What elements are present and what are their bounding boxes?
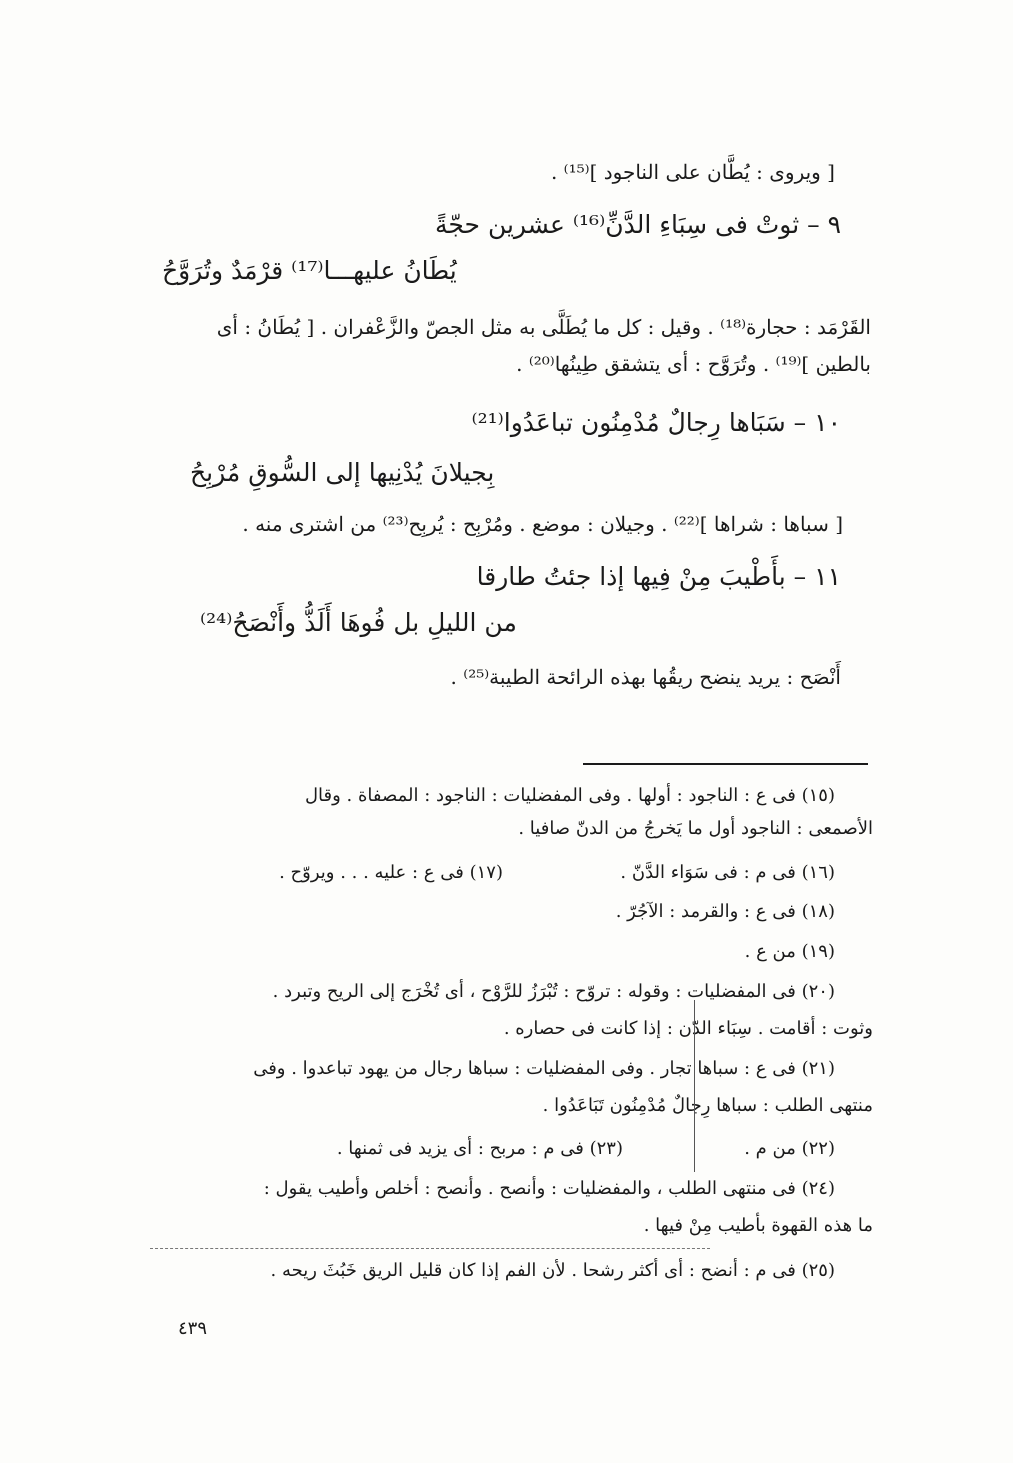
- footnote-17: (١٧) فى ع : عليه . . . ويروّح .: [279, 862, 503, 883]
- footnote-22: (٢٢) من م .: [744, 1138, 835, 1159]
- verse-10-second-hemistich: بِجيلانَ يُدْنِيها إلى السُّوقِ مُرْبِحُ: [190, 458, 495, 487]
- footnote-15-line-1: (١٥) فى ع : الناجود : أولها . وفى المفضليات : الناجود : المصفاة . وقال: [304, 785, 835, 806]
- scan-artifact-rule: [694, 1000, 695, 1172]
- footnote-16: (١٦) فى م : فى سَوَاء الدَّنّ .: [620, 862, 835, 883]
- footnote-23: (٢٣) فى م : مربح : أى يزيد فى ثمنها .: [336, 1138, 623, 1159]
- verse-10-first-hemistich: ١٠ – سَبَاها رِجالٌ مُدْمِنُون تباعَدُوا⁽²¹⁾: [471, 408, 841, 437]
- footnote-separator: [583, 763, 868, 765]
- footnote-18: (١٨) فى ع : والقرمد : الآجُرّ .: [615, 901, 835, 922]
- verse-9-first-hemistich: ٩ – ثوتْ فى سِبَاءِ الدَّنِّ⁽¹⁶⁾ عشرين حجّةً: [435, 210, 841, 239]
- body-line-commentary-ansah: أَنْصَح : يريد ينضح ريقُها بهذه الرائحة الطيبة⁽²⁵⁾ .: [450, 665, 841, 689]
- footnote-25: (٢٥) فى م : أنضح : أى أكثر رشحا . لأن الفم إذا كان قليل الريق خَبُثَ ريحه .: [270, 1260, 835, 1281]
- footnote-24-line-2: ما هذه القهوة بأطيب مِنْ فيها .: [643, 1215, 873, 1236]
- body-line-commentary-sabaha: [ سباها : شراها ]⁽²²⁾ . وجيلان : موضع . ومُرْبِح : يُربِح⁽²³⁾ من اشترى منه .: [242, 512, 843, 536]
- verse-11-second-hemistich: من الليلِ بل فُوهَا أَلَذُّ وأَنْصَحُ⁽²⁴⁾: [200, 608, 517, 637]
- body-line-commentary-tin: بالطين ]⁽¹⁹⁾ . وتُرَوَّح : أى يتشقق طِينُها⁽²⁰⁾ .: [516, 352, 871, 376]
- footnote-21-line-2: منتهى الطلب : سباها رِجالٌ مُدْمِنُون تَبَاعَدُوا .: [542, 1095, 873, 1116]
- footnote-19: (١٩) من ع .: [744, 941, 835, 962]
- footnote-21-line-1: (٢١) فى ع : سباها تجار . وفى المفضليات : سباها رجال من يهود تباعدوا . وفى: [253, 1058, 835, 1079]
- body-line-variant-reading: [ ويروى : يُطَّان على الناجود ]⁽¹⁵⁾ .: [550, 160, 835, 184]
- footnote-15-line-2: الأصمعى : الناجود أول ما يَخرجُ من الدنّ صافيا .: [518, 818, 873, 839]
- verse-11-first-hemistich: ١١ – بأَطْيبَ مِنْ فِيها إذا جئتُ طارقا: [476, 562, 841, 591]
- page-number: ٤٣٩: [178, 1318, 208, 1339]
- scan-artifact-dashes: [150, 1248, 710, 1249]
- body-line-commentary-qarmad: القَرْمَد : حجارة⁽¹⁸⁾ . وقيل : كل ما يُطَلَّى به مثل الجصّ والزَّعْفران . [ يُطَانُ : أى: [216, 315, 871, 339]
- footnote-20-line-1: (٢٠) فى المفضليات : وقوله : تروّح : تُبْرَزُ للرَّوْح ، أى تُخْرَج إلى الريح وتبرد .: [272, 981, 835, 1002]
- verse-9-second-hemistich: يُطَانُ عليهـــا⁽¹⁷⁾ قرْمَدٌ وتُرَوَّحُ: [162, 256, 457, 285]
- footnote-20-line-2: وثوت : أقامت . سِبَاء الدّن : إذا كانت فى حصاره .: [503, 1018, 873, 1039]
- footnote-24-line-1: (٢٤) فى منتهى الطلب ، والمفضليات : وأنصح . وأنصح : أخلص وأطيب يقول :: [263, 1178, 835, 1199]
